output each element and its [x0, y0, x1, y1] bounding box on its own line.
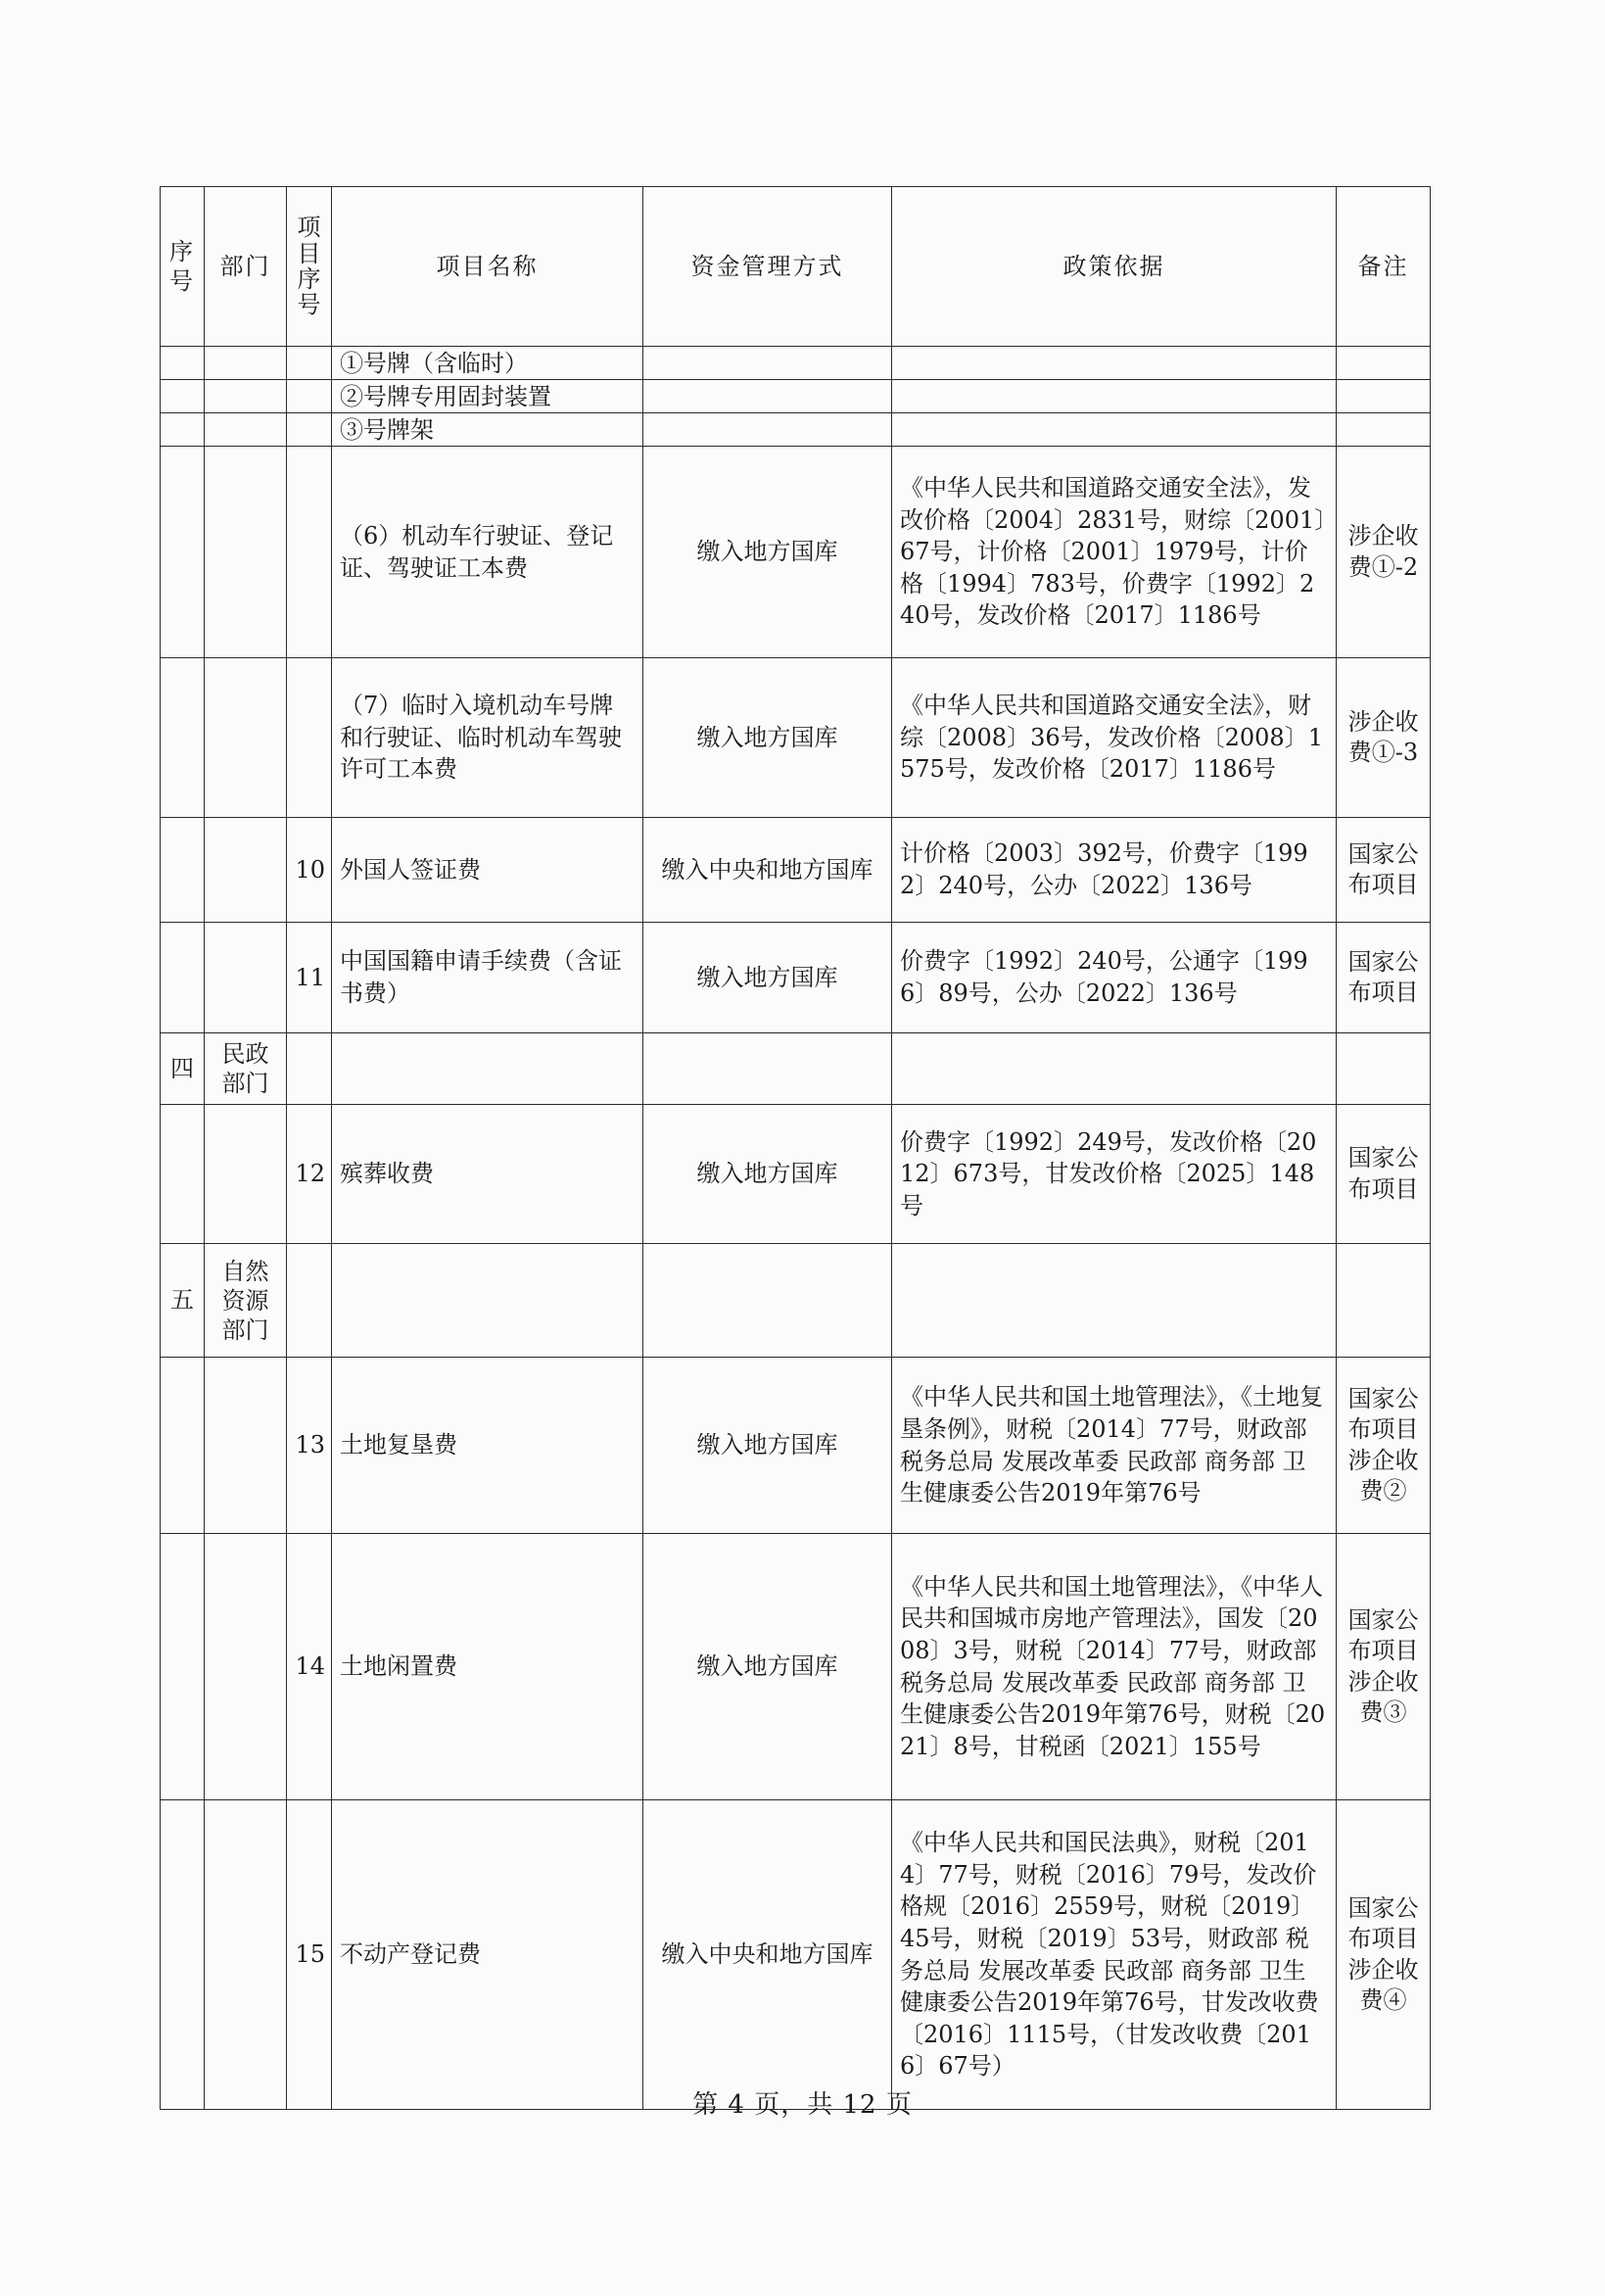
row-remark — [1337, 1244, 1431, 1358]
table-row — [161, 380, 1431, 413]
row-fund-mgmt: 缴入地方国库 — [643, 1534, 892, 1800]
row-policy: 《中华人民共和国道路交通安全法》，财综〔2008〕36号，发改价格〔2008〕1575号，发改价格〔2017〕1186号 — [892, 658, 1337, 818]
row-dept — [205, 447, 287, 658]
table-row — [161, 1105, 1431, 1244]
row-remark: 国家公布项目 — [1337, 1105, 1431, 1244]
table-row — [161, 1244, 1431, 1358]
row-seq — [161, 447, 205, 658]
row-remark: 国家公布项目涉企收费③ — [1337, 1534, 1431, 1800]
row-item-no — [287, 1033, 332, 1105]
row-policy — [892, 1033, 1337, 1105]
row-policy: 《中华人民共和国民法典》，财税〔2014〕77号，财税〔2016〕79号，发改价格规〔2016〕2559号，财税〔2019〕45号，财税〔2019〕53号，财政部 税务总局 发展改革委 民政部 商务部 卫生健康委公告2019年第76号，甘发改收费〔2016〕1115号，（甘发改收费〔2016〕67号） — [892, 1800, 1337, 2110]
row-item-no — [287, 447, 332, 658]
page-number: 第 4 页，共 12 页 — [692, 2090, 913, 2120]
row-item-name: 中国国籍申请手续费（含证书费） — [332, 923, 643, 1033]
row-dept — [205, 658, 287, 818]
row-remark: 涉企收费①-3 — [1337, 658, 1431, 818]
header-remark: 备注 — [1337, 187, 1431, 347]
row-item-name: 土地复垦费 — [332, 1358, 643, 1534]
header-dept: 部门 — [205, 187, 287, 347]
table-row — [161, 413, 1431, 447]
row-policy — [892, 1244, 1337, 1358]
table-row — [161, 447, 1431, 658]
table-body — [161, 347, 1431, 2110]
table-row — [161, 923, 1431, 1033]
row-remark — [1337, 1033, 1431, 1105]
row-item-name — [332, 1033, 643, 1105]
row-fund-mgmt — [643, 1033, 892, 1105]
table-row — [161, 1033, 1431, 1105]
row-policy: 《中华人民共和国土地管理法》，《中华人民共和国城市房地产管理法》，国发〔2008〕3号，财税〔2014〕77号，财政部 税务总局 发展改革委 民政部 商务部 卫生健康委公告2019年第76号，财税〔2021〕8号，甘税函〔2021〕155号 — [892, 1534, 1337, 1800]
row-dept — [205, 1534, 287, 1800]
row-seq — [161, 923, 205, 1033]
table-row — [161, 347, 1431, 380]
row-seq — [161, 1105, 205, 1244]
header-item-no-label: 项 目 序 号 — [297, 214, 321, 319]
sub-item-name: ③号牌架 — [332, 413, 643, 447]
row-remark: 国家公布项目涉企收费② — [1337, 1358, 1431, 1534]
header-item-name: 项目名称 — [332, 187, 643, 347]
row-seq: 四 — [161, 1033, 205, 1105]
header-item-no — [287, 187, 332, 347]
row-dept — [205, 923, 287, 1033]
row-policy: 价费字〔1992〕240号，公通字〔1996〕89号，公办〔2022〕136号 — [892, 923, 1337, 1033]
row-fund-mgmt: 缴入地方国库 — [643, 447, 892, 658]
row-dept — [205, 1358, 287, 1534]
row-policy: 《中华人民共和国土地管理法》，《土地复垦条例》，财税〔2014〕77号，财政部 税务总局 发展改革委 民政部 商务部 卫生健康委公告2019年第76号 — [892, 1358, 1337, 1534]
row-dept — [205, 818, 287, 923]
row-remark: 国家公布项目 — [1337, 923, 1431, 1033]
sub-item-name: ①号牌（含临时） — [332, 347, 643, 380]
table-row — [161, 1358, 1431, 1534]
sub-item-name: ②号牌专用固封装置 — [332, 380, 643, 413]
row-fund-mgmt: 缴入地方国库 — [643, 1105, 892, 1244]
table-row — [161, 818, 1431, 923]
row-fund-mgmt: 缴入地方国库 — [643, 1358, 892, 1534]
header-fund-mgmt: 资金管理方式 — [643, 187, 892, 347]
row-dept: 民政部门 — [205, 1033, 287, 1105]
row-item-no: 11 — [287, 923, 332, 1033]
row-item-name: 殡葬收费 — [332, 1105, 643, 1244]
header-seq-label: 序 号 — [169, 238, 195, 295]
row-item-no: 14 — [287, 1534, 332, 1800]
row-policy: 价费字〔1992〕249号，发改价格〔2012〕673号，甘发改价格〔2025〕148号 — [892, 1105, 1337, 1244]
row-seq — [161, 1358, 205, 1534]
row-fund-mgmt: 缴入地方国库 — [643, 923, 892, 1033]
row-item-no — [287, 658, 332, 818]
row-fund-mgmt: 缴入中央和地方国库 — [643, 818, 892, 923]
table-row — [161, 658, 1431, 818]
table-row — [161, 1534, 1431, 1800]
header-policy: 政策依据 — [892, 187, 1337, 347]
row-seq — [161, 818, 205, 923]
row-fund-mgmt — [643, 1244, 892, 1358]
row-dept: 自然资源部门 — [205, 1244, 287, 1358]
row-item-no: 12 — [287, 1105, 332, 1244]
row-seq — [161, 1800, 205, 2110]
row-seq: 五 — [161, 1244, 205, 1358]
row-item-no: 15 — [287, 1800, 332, 2110]
row-item-name: 不动产登记费 — [332, 1800, 643, 2110]
fee-table — [160, 186, 1431, 2110]
row-dept — [205, 1800, 287, 2110]
row-item-name: 外国人签证费 — [332, 818, 643, 923]
row-item-name: （7）临时入境机动车号牌和行驶证、临时机动车驾驶许可工本费 — [332, 658, 643, 818]
row-item-no: 10 — [287, 818, 332, 923]
table-row — [161, 1800, 1431, 2110]
row-remark: 涉企收费①-2 — [1337, 447, 1431, 658]
row-policy: 《中华人民共和国道路交通安全法》，发改价格〔2004〕2831号，财综〔2001〕67号，计价格〔2001〕1979号，计价格〔1994〕783号，价费字〔1992〕240号，发改价格〔2017〕1186号 — [892, 447, 1337, 658]
row-dept — [205, 1105, 287, 1244]
row-seq — [161, 658, 205, 818]
row-item-name — [332, 1244, 643, 1358]
row-fund-mgmt: 缴入地方国库 — [643, 658, 892, 818]
row-seq — [161, 1534, 205, 1800]
header-seq — [161, 187, 205, 347]
row-item-name: 土地闲置费 — [332, 1534, 643, 1800]
row-remark: 国家公布项目 — [1337, 818, 1431, 923]
row-remark: 国家公布项目涉企收费④ — [1337, 1800, 1431, 2110]
header-row — [161, 187, 1431, 347]
row-fund-mgmt: 缴入中央和地方国库 — [643, 1800, 892, 2110]
row-item-name: （6）机动车行驶证、登记证、驾驶证工本费 — [332, 447, 643, 658]
row-item-no — [287, 1244, 332, 1358]
row-policy: 计价格〔2003〕392号，价费字〔1992〕240号，公办〔2022〕136号 — [892, 818, 1337, 923]
row-item-no: 13 — [287, 1358, 332, 1534]
